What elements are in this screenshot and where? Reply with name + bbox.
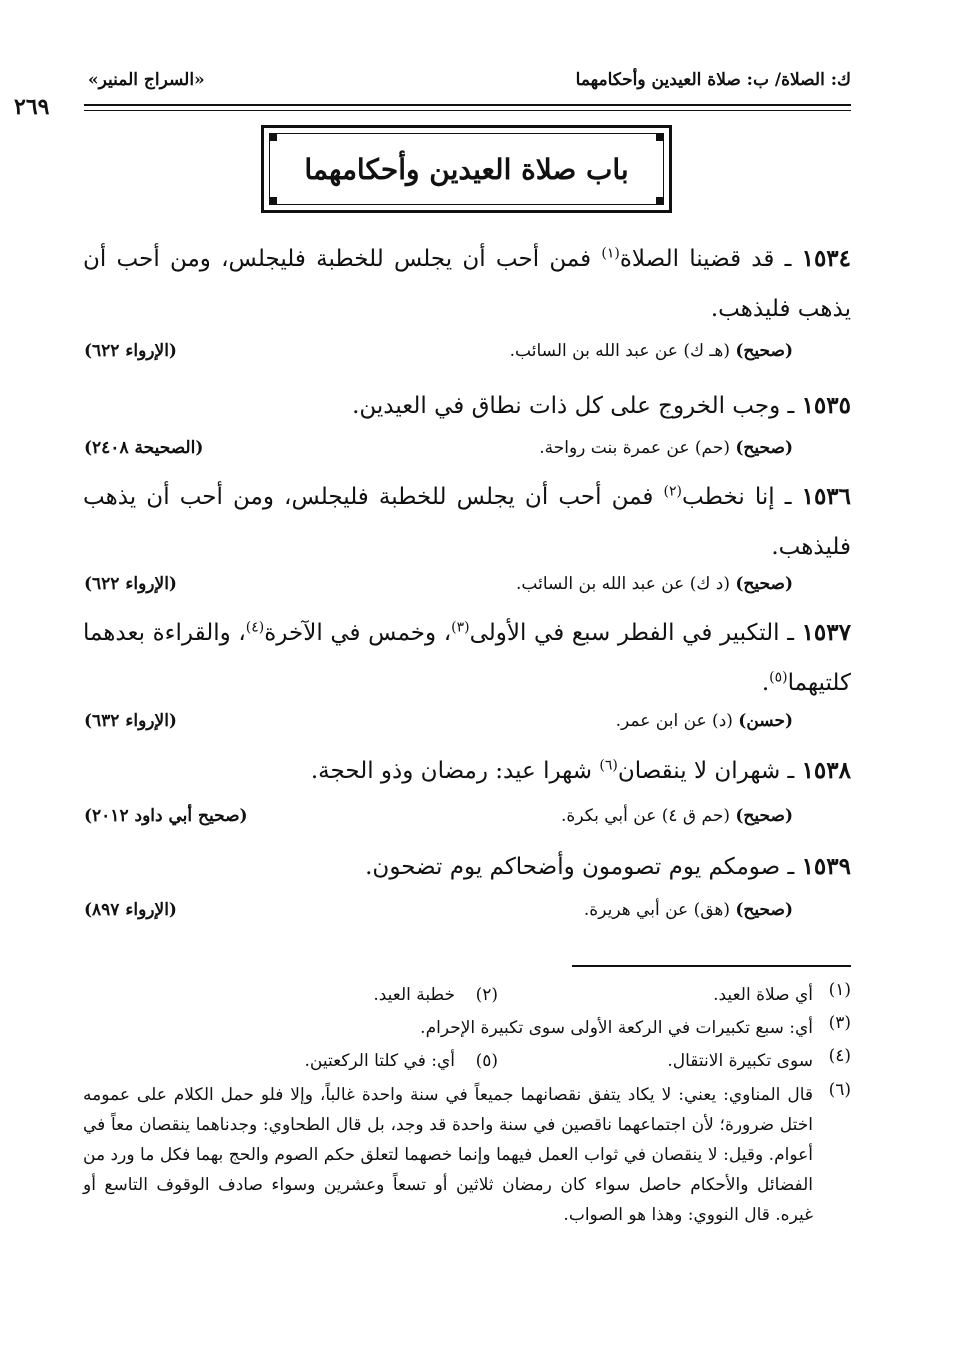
hadith-number: ١٥٣٧	[801, 619, 851, 646]
footnote-text: أي صلاة العيد.	[713, 985, 813, 1005]
footnote-text: خطبة العيد.	[373, 985, 455, 1005]
hadith-text-part: شهرا عيد: رمضان وذو الحجة.	[310, 758, 600, 784]
footnote-text: أي: في كلتا الركعتين.	[304, 1051, 455, 1071]
footnote-number: (٢)	[475, 985, 498, 1005]
hadith-text	[83, 842, 851, 892]
hadith-grade-source	[561, 806, 793, 826]
hadith-reference: (الإرواء ٦٢٢)	[84, 574, 177, 594]
footnote-number: (٥)	[475, 1051, 498, 1071]
hadith-text	[83, 608, 851, 708]
hadith-text	[83, 746, 851, 796]
footnote-text: قال المناوي: يعني: لا يكاد يتفق نقصانهما جميعاً في سنة واحدة غالباً، وإلا فلو حمل الكلام على عمومه اختل ضرورة؛ لأن اجتماعهما ناقصين في سنة واحدة قد وجد، بل قال الطحاوي: وجدناهما ينقصان معاً في أعوام. وقيل: لا ينقصان في ثواب العمل فيهما وإنما خصهما لتعلق حكم الصوم والحج بهما فكل ما ورد من الفضائل والأحكام حاصل سواء كان رمضان ثلاثين أو تسعاً وعشرين وسواء صادف الوقوف التاسع أو غيره. قال النووي: وهذا هو الصواب.	[83, 1085, 813, 1225]
hadith-text	[83, 381, 851, 431]
footnote-ref: (٣)	[451, 619, 470, 636]
hadith-grade: (حسن)	[738, 711, 793, 731]
footnote-number: (١)	[828, 980, 851, 1000]
hadith-text-part: ـ التكبير في الفطر سبع في الأولى	[469, 620, 802, 646]
hadith-source: (د ك) عن عبد الله بن السائب.	[516, 574, 736, 594]
hadith-grade: (صحيح)	[735, 900, 793, 920]
hadith-number: ١٥٣٤	[801, 245, 852, 272]
hadith-number: ١٥٣٥	[801, 392, 851, 419]
hadith-reference: (الإرواء ٦٣٢)	[84, 711, 177, 731]
footnote-number: (٦)	[828, 1080, 851, 1100]
hadith-number: ١٥٣٩	[801, 853, 851, 880]
footnote-text: سوى تكبيرة الانتقال.	[667, 1051, 813, 1071]
hadith-source: (هـ ك) عن عبد الله بن السائب.	[509, 341, 736, 361]
hadith-text-part: ـ صومكم يوم تصومون وأضحاكم يوم تضحون.	[365, 854, 802, 880]
hadith-grade-source	[584, 900, 793, 920]
footnote-ref: (٢)	[663, 483, 683, 500]
footnote-separator	[572, 965, 851, 967]
page-number: ٢٦٩	[14, 94, 50, 120]
hadith-grade-source	[616, 711, 793, 731]
hadith-text	[83, 234, 851, 334]
hadith-grade: (صحيح)	[735, 341, 793, 361]
footnote-ref: (٤)	[245, 619, 265, 636]
hadith-text-part: ـ شهران لا ينقصان	[617, 758, 802, 784]
hadith-source: (حم ق ٤) عن أبي بكرة.	[561, 806, 736, 826]
hadith-text-part: ، والقراءة بعدهما كلتيهما	[83, 620, 851, 696]
footnote-number: (٣)	[828, 1013, 851, 1033]
hadith-grade: (صحيح)	[735, 806, 793, 826]
header-rule-thick	[84, 104, 851, 106]
hadith-grade-source	[510, 341, 793, 361]
hadith-text	[83, 472, 851, 572]
footnote-ref: (١)	[601, 245, 620, 262]
chapter-title: باب صلاة العيدين وأحكامهما	[304, 152, 629, 186]
hadith-source: (حم) عن عمرة بنت رواحة.	[539, 438, 736, 458]
footnote-ref: (٥)	[769, 669, 788, 686]
hadith-reference: (الإرواء ٨٩٧)	[84, 900, 177, 920]
running-header-chapter: ك: الصلاة/ ب: صلاة العيدين وأحكامهما	[575, 70, 851, 90]
footnote-ref: (٦)	[599, 757, 618, 774]
header-rule-thin	[84, 110, 851, 111]
hadith-grade: (صحيح)	[735, 438, 793, 458]
hadith-text-part: ـ وجب الخروج على كل ذات نطاق في العيدين.	[352, 393, 802, 419]
footnote-number: (٤)	[828, 1046, 851, 1066]
hadith-reference: (صحيح أبي داود ٢٠١٢)	[84, 806, 248, 826]
hadith-number: ١٥٣٨	[801, 757, 851, 784]
hadith-text-part: فمن أحب أن يجلس للخطبة فليجلس، ومن أحب أن يذهب فليذهب.	[83, 484, 851, 560]
hadith-grade: (صحيح)	[735, 574, 793, 594]
hadith-text-part: ، وخمس في الآخرة	[264, 620, 452, 646]
hadith-reference: (الإرواء ٦٢٢)	[84, 341, 177, 361]
hadith-source: (د) عن ابن عمر.	[615, 711, 739, 731]
hadith-text-part: ـ إنا نخطب	[682, 484, 802, 510]
hadith-text-part: فمن أحب أن يجلس للخطبة فليجلس، ومن أحب أن يذهب فليذهب.	[83, 246, 851, 322]
hadith-source: (هق) عن أبي هريرة.	[583, 900, 736, 920]
hadith-number: ١٥٣٦	[801, 483, 852, 510]
footnote-text: أي: سبع تكبيرات في الركعة الأولى سوى تكبيرة الإحرام.	[420, 1018, 813, 1038]
running-header-book-title: «السراج المنير»	[88, 70, 205, 90]
hadith-reference: (الصحيحة ٢٤٠٨)	[84, 438, 204, 458]
hadith-text-part: ـ قد قضينا الصلاة	[619, 246, 802, 272]
hadith-grade-source	[539, 438, 793, 458]
hadith-text-part: .	[761, 670, 770, 696]
hadith-grade-source	[516, 574, 793, 594]
